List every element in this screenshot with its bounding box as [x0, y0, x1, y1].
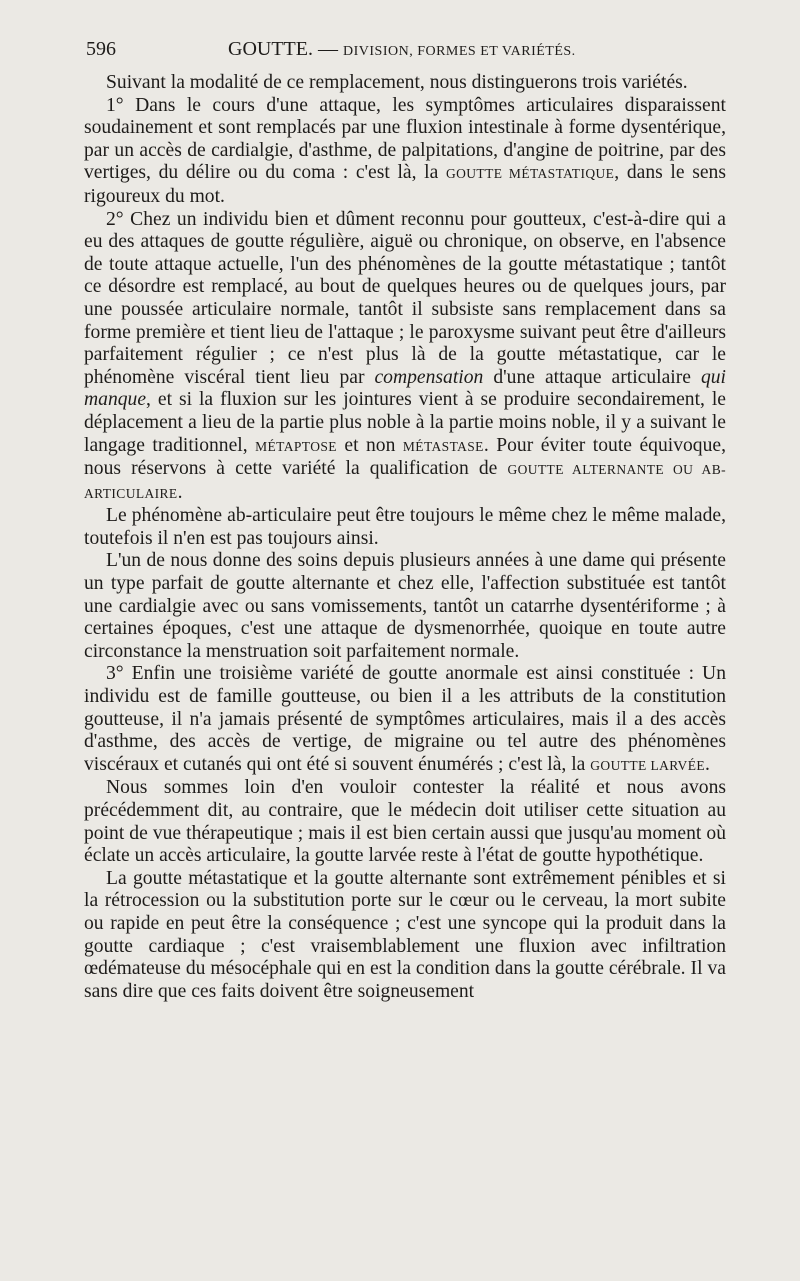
paragraph-intro [84, 72, 726, 95]
term-metastase: MÉTASTASE [402, 438, 484, 454]
text-run: , dans le sens rigoureux du mot. [84, 162, 726, 207]
text-run: La goutte métastatique et la goutte alternante sont extrêmement pénibles et si la rétrocession ou la substitution porte sur le cœur ou le cerveau, la mort subite ou rapide en peut être la conséquence ; c'est une syncope qui la produit dans la goutte cardiaque ; c'est vraisemblablement une fluxion avec infiltration œdémateuse du mésocéphale qui en est la condition dans la goutte cérébrale. Il va sans dire que ces faits doivent être soigneusement [84, 867, 726, 1002]
running-title-main: GOUTTE. [228, 38, 313, 60]
text-run: . Pour éviter toute équivoque, nous réservons à cette variété la qualification de [84, 434, 726, 480]
text-run: Suivant la modalité de ce remplacement, nous distinguerons trois variétés. [106, 72, 688, 93]
term-metaptose: MÉTAPTOSE [255, 438, 337, 454]
text-run: 3° Enfin une troisième variété de goutte anormale est ainsi constituée : Un individu est de famille goutteuse, ou bien il a les attributs de la constitution goutteuse, il n'a jamais présenté de symptômes articulaires, mais il a des accès d'asthme, des accès de vertige, de migraine ou tel autre des phénomènes viscéraux et cutanés qui ont été si souvent énumérés ; c'est là, la [84, 663, 726, 775]
running-title-sub: DIVISION, FORMES ET VARIÉTÉS. [342, 44, 576, 59]
text-run: 1° Dans le cours d'une attaque, les symptômes articulaires disparaissent soudainement et sont remplacés par une fluxion intestinale à forme dysentérique, par un accès de cardialgie, d'asthme, de palpitations, d'angine de poitrine, par des vertiges, du délire ou du coma : c'est là, la [84, 94, 726, 184]
text-run: Nous sommes loin d'en vouloir contester la réalité et nous avons précédemment dit, au contraire, que le médecin doit utiliser cette situation au point de vue thérapeutique ; mais il est bien certain aussi que jusqu'au moment où éclate un accès articulaire, la goutte larvée reste à l'état de goutte hypothétique. [84, 777, 726, 867]
body-text [84, 72, 726, 1003]
paragraph-variety-3 [84, 663, 726, 777]
text-run: L'un de nous donne des soins depuis plusieurs années à une dame qui présente un type parfait de goutte alternante et chez elle, l'affection substituée est tantôt une cardialgie avec ou sans vomissements, tantôt un catarrhe dysentériforme ; à certaines époques, c'est une attaque de dysmenorrhée, quoique en toute autre circonstance la menstruation soit parfaitement normale. [84, 550, 726, 662]
text-run: . [177, 481, 183, 503]
running-title [228, 34, 576, 67]
text-run: Le phénomène ab-articulaire peut être toujours le même chez le même malade, toutefois il n'en est pas toujours ainsi. [84, 505, 726, 549]
paragraph-reality [84, 777, 726, 867]
term-goutte-metastatique: GOUTTE MÉTASTATIQUE [445, 166, 615, 182]
text-run: 2° Chez un individu bien et dûment reconnu pour goutteux, c'est-à-dire qui a eu des attaques de goutte régulière, aiguë ou chronique, on observe, en l'absence de toute attaque actuelle, l'un des phénomènes de la goutte métastatique ; tantôt ce désordre est remplacé, au bout de quelques heures ou de quelques jours, par une poussée articulaire normale, tantôt il subsiste sans remplacement dans sa forme première et tient lieu de l'attaque ; le paroxysme suivant peut être d'ailleurs parfaitement régulier ; ce n'est plus là de la goutte métastatique, car le phénomène viscéral tient lieu par [84, 208, 726, 388]
paragraph-variety-2 [84, 209, 726, 506]
paragraph-case [84, 550, 726, 663]
text-run: d'une attaque articulaire [483, 366, 701, 388]
italic-compensation: compensation [374, 366, 484, 388]
running-header [86, 34, 726, 64]
running-title-separator: — [317, 38, 338, 60]
italic-qui-manque: qui manque [84, 366, 726, 411]
page-number: 596 [86, 38, 116, 60]
term-goutte-larvee: GOUTTE LARVÉE [590, 757, 706, 773]
text-run: et non [336, 434, 403, 456]
paragraph-variety-1 [84, 95, 726, 209]
text-run: . [705, 753, 710, 775]
paragraph-ab-articulaire [84, 505, 726, 550]
paragraph-severity [84, 868, 726, 1004]
text-run: , et si la fluxion sur les jointures vient à se produire secondairement, le déplacement a lieu de la partie plus noble à la partie moins noble, il y a suivant le langage traditionnel, [84, 389, 726, 456]
term-goutte-alternante: GOUTTE ALTERNANTE OU AB-ARTICULAIRE [84, 462, 726, 501]
